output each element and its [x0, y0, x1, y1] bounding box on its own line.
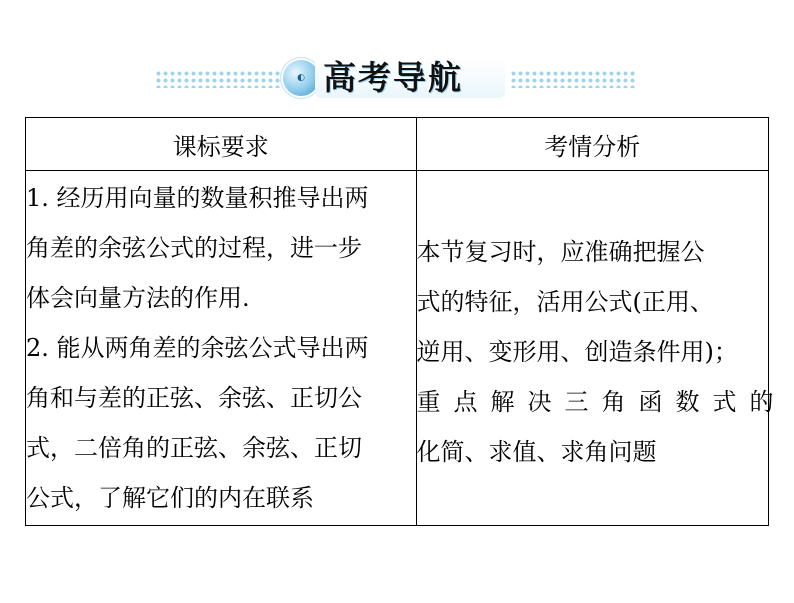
section-banner — [155, 56, 635, 100]
header-curriculum-requirements: 课标要求 — [26, 118, 417, 171]
navigation-table — [25, 117, 787, 526]
requirement-line: 角差的余弦公式的过程，进一步 — [26, 234, 362, 262]
requirement-line: 角和与差的正弦、余弦、正切公 — [26, 384, 362, 412]
exam-analysis-cell — [416, 171, 787, 526]
curriculum-requirements-cell — [26, 171, 417, 526]
requirement-line: 1. 经历用向量的数量积推导出两 — [26, 184, 369, 212]
globe-icon: ◐ — [283, 60, 319, 96]
analysis-line: 式的特征，活用公式(正用、 — [416, 288, 714, 316]
table-header-row — [26, 118, 769, 171]
analysis-line: 逆用、变形用、创造条件用)； — [416, 338, 738, 366]
requirement-line: 式，二倍角的正弦、余弦、正切 — [26, 434, 362, 462]
analysis-line: 重点解决三角函数式的 — [416, 388, 787, 416]
analysis-line: 化简、求值、求角问题 — [416, 438, 657, 466]
analysis-line: 本节复习时，应准确把握公 — [416, 238, 705, 266]
banner-dots-right — [510, 70, 635, 88]
banner-title: 高考导航 — [323, 58, 463, 97]
table-row — [26, 171, 769, 526]
requirement-line: 公式，了解它们的内在联系 — [26, 484, 314, 512]
header-exam-analysis: 考情分析 — [416, 118, 768, 171]
requirement-line: 体会向量方法的作用. — [26, 284, 250, 312]
banner-dots-left — [155, 70, 285, 88]
requirement-line: 2. 能从两角差的余弦公式导出两 — [26, 334, 369, 362]
